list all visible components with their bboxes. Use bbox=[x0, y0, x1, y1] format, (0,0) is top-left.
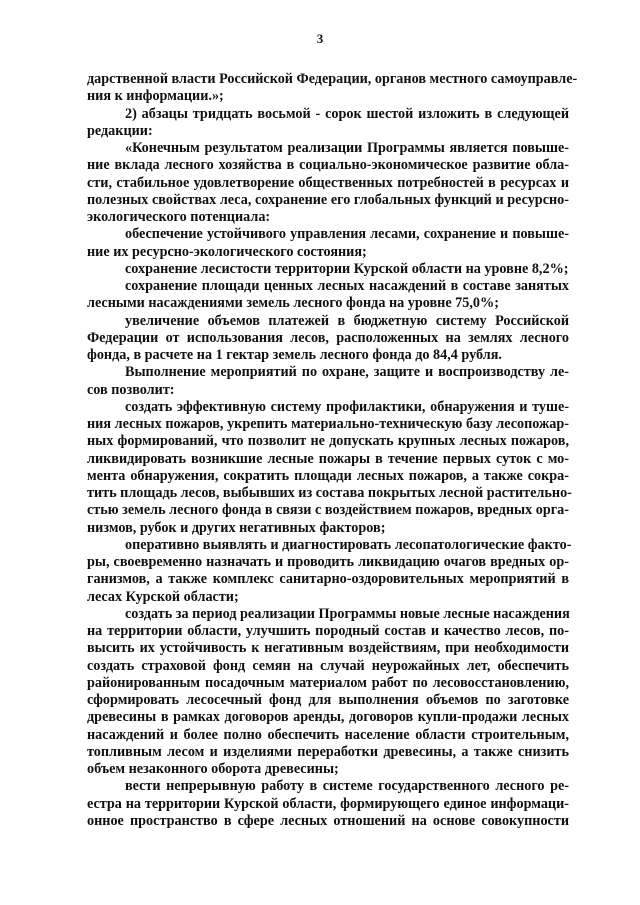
text-line: сохранение площади ценных лесных насаждений в составе занятых bbox=[125, 278, 569, 294]
text-line: экологического потенциала: bbox=[87, 209, 271, 225]
text-line: высить их устойчивость к негативным воздействиям, при необходимости bbox=[87, 640, 569, 657]
text-line: ликвидировать возникшие лесные пожары в течение первых суток с мо- bbox=[87, 450, 569, 467]
text-line: оперативно выявлять и диагностировать лесопатологические факто- bbox=[125, 536, 572, 553]
page-number: 3 bbox=[316, 31, 324, 46]
text-line: ние вклада лесного хозяйства в социально-экономическое развитие обла- bbox=[87, 157, 569, 174]
text-line: создать за период реализации Программы новые лесные насаждения bbox=[125, 605, 570, 622]
text-line: древесины в рамках договоров аренды, договоров купли-продажи лесных bbox=[87, 709, 569, 726]
text-line: ние их ресурсно-экологического состояния; bbox=[87, 243, 367, 260]
text-line: полезных свойствах леса, сохранение его глобальных функций и ресурсно- bbox=[87, 191, 569, 208]
text-line: на территории области, улучшить породный состав и качество лесов, по- bbox=[87, 623, 569, 639]
text-line: ных формирований, что позволит не допускать крупных лесных пожаров, bbox=[87, 433, 569, 450]
text-line: низмов, рубок и других негативных факторов; bbox=[87, 519, 386, 536]
text-line: редакции: bbox=[87, 122, 153, 139]
text-line: сов позволит: bbox=[87, 381, 175, 398]
text-line: естра на территории Курской области, формирующего единое информаци- bbox=[87, 795, 569, 812]
text-line: Выполнение мероприятий по охране, защите и воспроизводству ле- bbox=[125, 364, 569, 381]
text-line: насаждений и более полно обеспечить население области строительным, bbox=[87, 726, 569, 743]
text-line: лесах Курской области; bbox=[87, 588, 239, 605]
text-line: Федерации от использования лесов, расположенных на землях лесного bbox=[87, 329, 569, 346]
text-line: увеличение объемов платежей в бюджетную систему Российской bbox=[125, 312, 569, 329]
text-line: ганизмов, а также комплекс санитарно-оздоровительных мероприятий в bbox=[87, 571, 569, 588]
text-line: мента обнаружения, сократить площади лесных пожаров, а также сокра- bbox=[87, 467, 569, 484]
text-line: создать страховой фонд семян на случай неурожайных лет, обеспечить bbox=[87, 657, 569, 674]
text-line: сти, стабильное удовлетворение общественных потребностей в ресурсах и bbox=[87, 174, 569, 191]
document-body bbox=[87, 71, 578, 830]
text-line: «Конечным результатом реализации Программы является повыше- bbox=[125, 140, 569, 156]
text-line: вести непрерывную работу в системе государственного лесного ре- bbox=[125, 778, 569, 795]
text-line: тить площадь лесов, выбывших из состава покрытых лесной растительно- bbox=[87, 485, 572, 501]
text-line: ния к информации.»; bbox=[87, 88, 224, 105]
text-line: сохранение лесистости территории Курской области на уровне 8,2%; bbox=[125, 260, 569, 277]
text-line: ния лесных пожаров, укрепить материально-техническую базу лесопожар- bbox=[87, 416, 569, 432]
text-line: онное пространство в сфере лесных отношений на основе совокупности bbox=[87, 812, 569, 829]
text-line: обеспечение устойчивого управления лесами, сохранение и повыше- bbox=[125, 226, 569, 243]
text-line: сформировать лесосечный фонд для выполнения объемов по заготовке bbox=[87, 692, 569, 708]
text-line: лесными насаждениями земель лесного фонда на уровне 75,0%; bbox=[87, 295, 499, 312]
text-line: создать эффективную систему профилактики, обнаружения и туше- bbox=[125, 398, 569, 415]
text-line: ры, своевременно назначать и проводить ликвидацию очагов вредных ор- bbox=[87, 554, 569, 570]
text-line: топливным лесом и изделиями переработки древесины, а также снизить bbox=[87, 743, 569, 760]
text-line: районированным посадочным материалом работ по лесовосстановлению, bbox=[87, 674, 569, 691]
text-line: 2) абзацы тридцать восьмой - сорок шестой изложить в следующей bbox=[125, 105, 569, 122]
text-line: объем незаконного оборота древесины; bbox=[87, 761, 339, 777]
text-line: дарственной власти Российской Федерации, органов местного самоуправле- bbox=[87, 71, 578, 87]
text-line: фонда, в расчете на 1 гектар земель лесного фонда до 84,4 рубля. bbox=[87, 347, 502, 363]
text-line: стью земель лесного фонда в связи с воздействием пожаров, вредных орга- bbox=[87, 502, 569, 519]
